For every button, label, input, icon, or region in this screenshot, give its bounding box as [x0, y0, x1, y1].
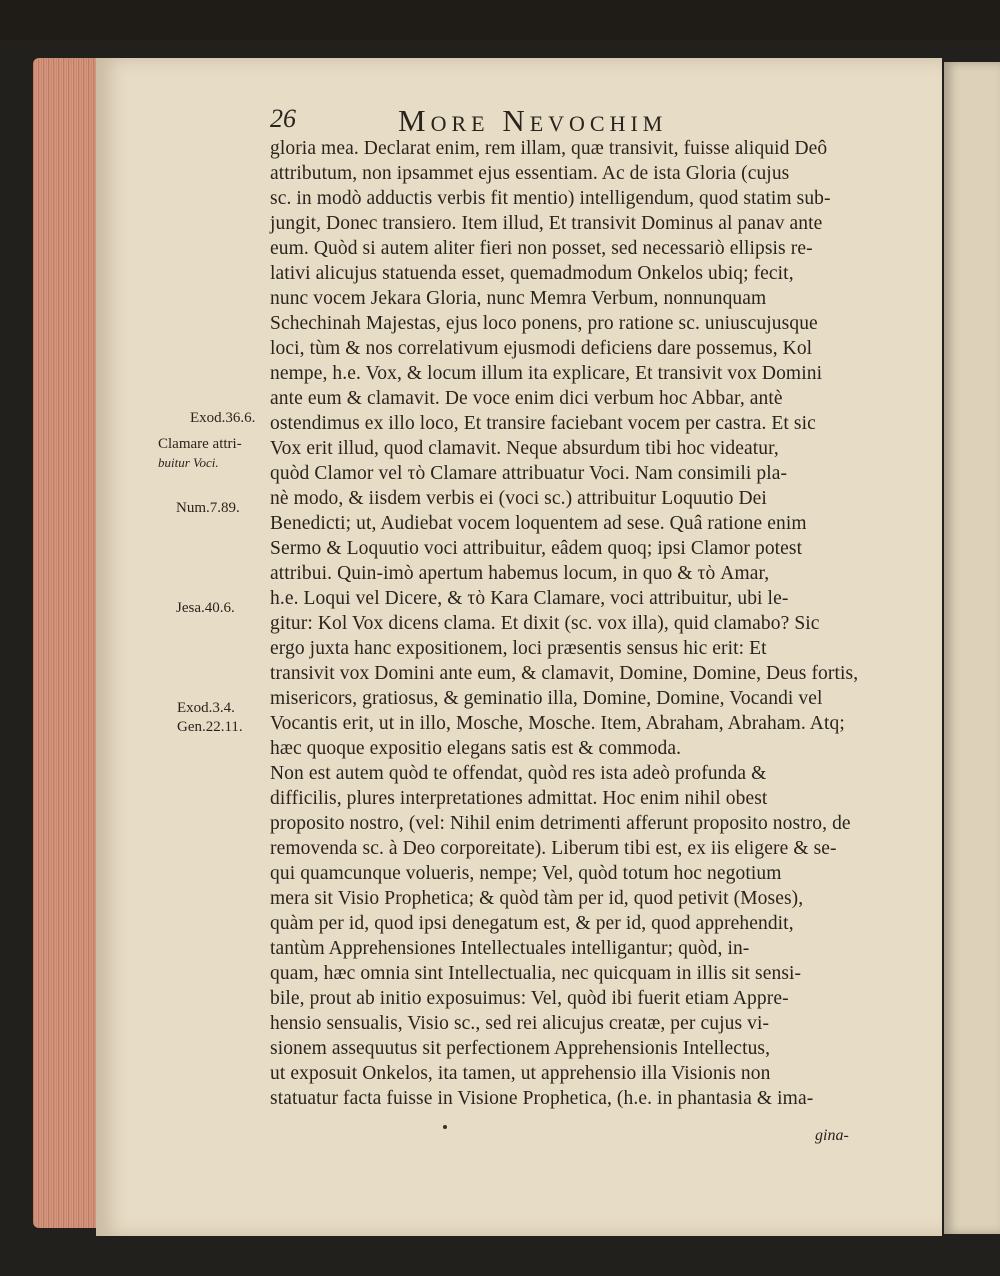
- text-line: Vox erit illud, quod clamavit. Neque absurdum tibi hoc videatur,: [270, 438, 779, 459]
- text-line: statuatur facta fuisse in Visione Prophetica, (h.e. in phantasia & ima-: [270, 1088, 814, 1109]
- text-line: gloria mea. Declarat enim, rem illam, quæ transivit, fuisse aliquid Deô: [270, 138, 828, 159]
- text-line: nempe, h.e. Vox, & locum illum ita explicare, Et transivit vox Domini: [270, 363, 823, 384]
- margin-note: Jesa.40.6.: [176, 600, 235, 616]
- text-line: attribui. Quin-imò apertum habemus locum, in quo & τὸ Amar,: [270, 563, 770, 584]
- text-line: ergo juxta hanc expositionem, loci præsentis sensus hic erit: Et: [270, 638, 767, 659]
- text-line: ut exposuit Onkelos, ita tamen, ut apprehensio illa Visionis non: [270, 1063, 771, 1084]
- facing-page-edge: [944, 62, 1000, 1234]
- page-number: 26: [270, 104, 296, 133]
- text-line: bile, prout ab initio exposuimus: Vel, quòd ibi fuerit etiam Appre-: [270, 988, 789, 1009]
- text-line: qui quamcunque volueris, nempe; Vel, quòd totum hoc negotium: [270, 863, 782, 884]
- text-line: sc. in modò adductis verbis fit mentio) intelligendum, quod statim sub-: [270, 188, 831, 209]
- text-line: ostendimus ex illo loco, Et transire faciebant vocem per castra. Et sic: [270, 413, 816, 434]
- text-line: tantùm Apprehensiones Intellectuales intelligantur; quòd, in-: [270, 938, 750, 959]
- text-line: hæc quoque expositio elegans satis est & commoda.: [270, 738, 682, 759]
- text-line: Benedicti; ut, Audiebat vocem loquentem ad sese. Quâ ratione enim: [270, 513, 807, 534]
- margin-note: Exod.3.4.: [177, 700, 235, 716]
- margin-note: Gen.22.11.: [177, 719, 243, 735]
- text-line: attributum, non ipsammet ejus essentiam. Ac de ista Gloria (cujus: [270, 163, 790, 184]
- text-line: transivit vox Domini ante eum, & clamavit, Domine, Domine, Deus fortis,: [270, 663, 859, 684]
- text-line: quàm per id, quod ipsi denegatum est, & per id, quod apprehendit,: [270, 913, 794, 934]
- text-line: misericors, gratiosus, & geminatio illa, Domine, Domine, Vocandi vel: [270, 688, 823, 709]
- text-line: Sermo & Loquutio voci attribuitur, eâdem quoq; ipsi Clamor potest: [270, 538, 803, 559]
- text-line: nè modo, & iisdem verbis ei (voci sc.) attribuitur Loquutio Dei: [270, 488, 767, 509]
- margin-note: buitur Voci.: [158, 455, 219, 470]
- margin-note: Clamare attri-: [158, 436, 242, 452]
- running-head: More Nevochim: [398, 103, 668, 138]
- catchword: gina-: [815, 1127, 849, 1144]
- text-line: proposito nostro, (vel: Nihil enim detrimenti afferunt proposito nostro, de: [270, 813, 851, 834]
- text-line: Vocantis erit, ut in illo, Mosche, Mosche. Item, Abraham, Abraham. Atq;: [270, 713, 845, 734]
- text-line: ante eum & clamavit. De voce enim dici verbum hoc Abbar, antè: [270, 388, 783, 409]
- text-line: removenda sc. à Deo corporeitate). Liberum tibi est, ex iis eligere & se-: [270, 838, 837, 859]
- text-line: Schechinah Majestas, ejus loco ponens, pro ratione sc. uniuscujusque: [270, 313, 818, 334]
- text-line: gitur: Kol Vox dicens clama. Et dixit (sc. vox illa), quid clamabo? Sic: [270, 613, 820, 634]
- text-line: eum. Quòd si autem aliter fieri non posset, sed necessariò ellipsis re-: [270, 238, 813, 259]
- text-line: nunc vocem Jekara Gloria, nunc Memra Verbum, nonnunquam: [270, 288, 767, 309]
- text-line: sionem assequutus sit perfectionem Apprehensionis Intellectus,: [270, 1038, 771, 1059]
- text-line: quam, hæc omnia sint Intellectualia, nec quicquam in illis sit sensi-: [270, 963, 802, 984]
- text-line: difficilis, plures interpretationes admittat. Hoc enim nihil obest: [270, 788, 768, 809]
- signature-mark: [443, 1125, 447, 1129]
- text-line: jungit, Donec transiero. Item illud, Et transivit Dominus al panav ante: [270, 213, 823, 234]
- text-line: mera sit Visio Prophetica; & quòd tàm per id, quod petivit (Moses),: [270, 888, 804, 909]
- text-line: Non est autem quòd te offendat, quòd res ista adeò profunda &: [270, 763, 767, 784]
- text-line: loci, tùm & nos correlativum ejusmodi deficiens dare possemus, Kol: [270, 338, 813, 359]
- text-line: hensio sensualis, Visio sc., sed rei alicujus creatæ, per cujus vi-: [270, 1013, 770, 1034]
- text-line: lativi alicujus statuenda esset, quemadmodum Onkelos ubiq; fecit,: [270, 263, 794, 284]
- page-edges: [33, 58, 103, 1228]
- margin-note: Exod.36.6.: [190, 410, 256, 426]
- text-line: quòd Clamor vel τὸ Clamare attribuatur Voci. Nam consimili pla-: [270, 463, 788, 484]
- margin-note: Num.7.89.: [176, 500, 240, 516]
- text-line: h.e. Loqui vel Dicere, & τὸ Kara Clamare, voci attribuitur, ubi le-: [270, 588, 789, 609]
